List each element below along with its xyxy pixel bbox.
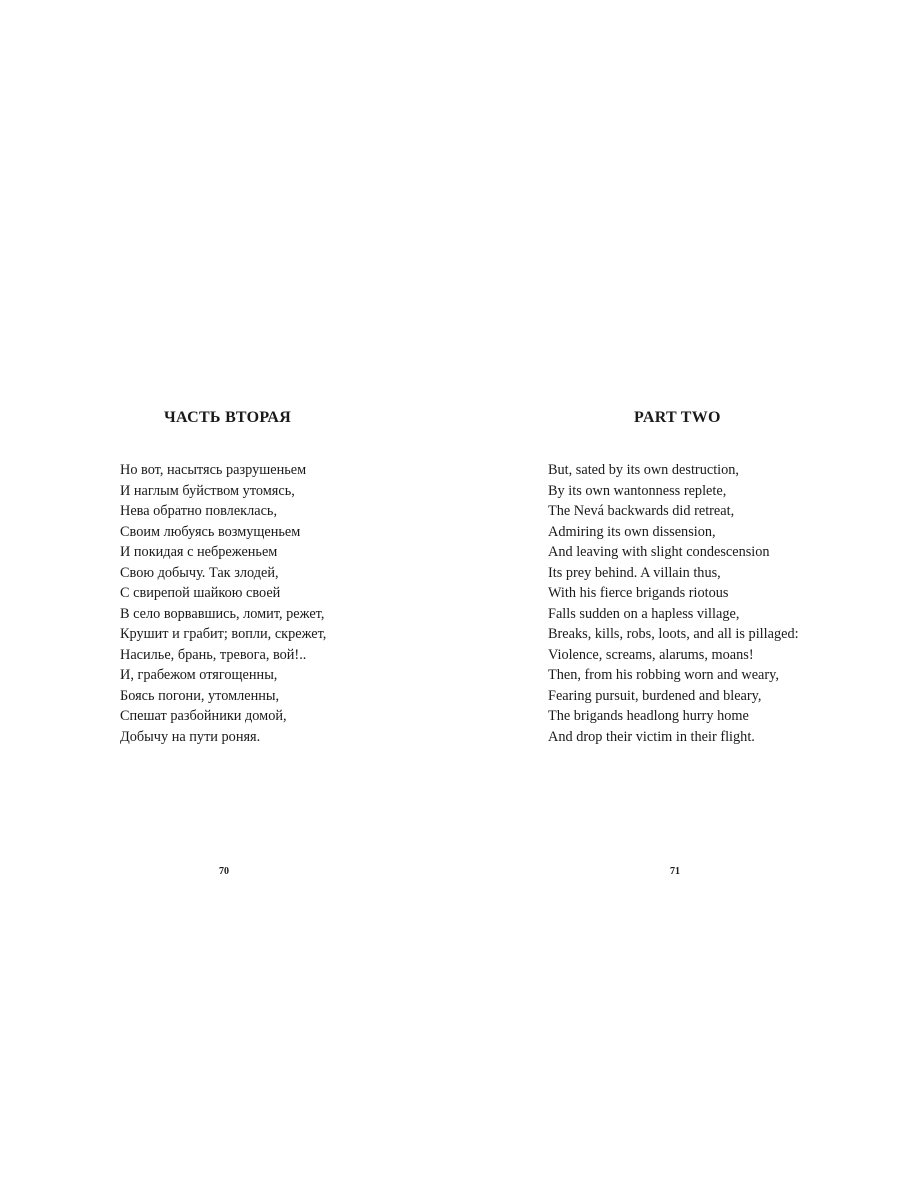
verse-line: И наглым буйством утомясь, bbox=[120, 482, 295, 499]
verse-line: И покидая с небреженьем bbox=[120, 544, 278, 560]
verse-line: The brigands headlong hurry home bbox=[548, 708, 749, 724]
verse-line: Fearing pursuit, burdened and bleary, bbox=[548, 687, 762, 704]
verse-line: Then, from his robbing worn and weary, bbox=[548, 667, 779, 683]
verse-line: В село ворвавшись, ломит, режет, bbox=[120, 605, 325, 622]
verse-line: Admiring its own dissension, bbox=[548, 523, 716, 540]
verse-line: Breaks, kills, robs, loots, and all is pillaged: bbox=[548, 626, 799, 642]
verse-line: And leaving with slight condescension bbox=[548, 544, 770, 560]
verse-line: Насилье, брань, тревога, вой!.. bbox=[120, 646, 307, 663]
part-title-english: PART TWO bbox=[634, 409, 721, 426]
part-title-russian: ЧАСТЬ ВТОРАЯ bbox=[164, 409, 292, 426]
verse-line: Falls sudden on a hapless village, bbox=[548, 605, 740, 622]
verse-line: Спешат разбойники домой, bbox=[120, 708, 287, 724]
right-page bbox=[450, 0, 900, 1200]
verse-line: With his fierce brigands riotous bbox=[548, 585, 729, 601]
verse-line: Нева обратно повлеклась, bbox=[120, 503, 278, 519]
verse-line: But, sated by its own destruction, bbox=[548, 462, 740, 478]
verse-line: И, грабежом отягощенны, bbox=[120, 667, 278, 683]
verse-line: Но вот, насытясь разрушеньем bbox=[120, 462, 307, 478]
verse-line: By its own wantonness replete, bbox=[548, 482, 727, 499]
verse-line: Крушит и грабит; вопли, скрежет, bbox=[120, 626, 327, 642]
verse-russian bbox=[120, 460, 326, 747]
verse-line: Violence, screams, alarums, moans! bbox=[548, 646, 754, 663]
page-number-right: 71 bbox=[670, 866, 680, 877]
verse-line: And drop their victim in their flight. bbox=[548, 728, 755, 745]
verse-line: Боясь погони, утомленны, bbox=[120, 687, 280, 704]
verse-line: Its prey behind. A villain thus, bbox=[548, 564, 721, 581]
verse-line: Свою добычу. Так злодей, bbox=[120, 564, 279, 581]
page-number-left: 70 bbox=[219, 866, 229, 877]
verse-line: The Nevá backwards did retreat, bbox=[548, 503, 735, 519]
verse-line: С свирепой шайкою своей bbox=[120, 585, 281, 601]
verse-line: Добычу на пути роняя. bbox=[120, 728, 261, 745]
verse-english bbox=[548, 460, 799, 747]
verse-line: Своим любуясь возмущеньем bbox=[120, 523, 301, 540]
